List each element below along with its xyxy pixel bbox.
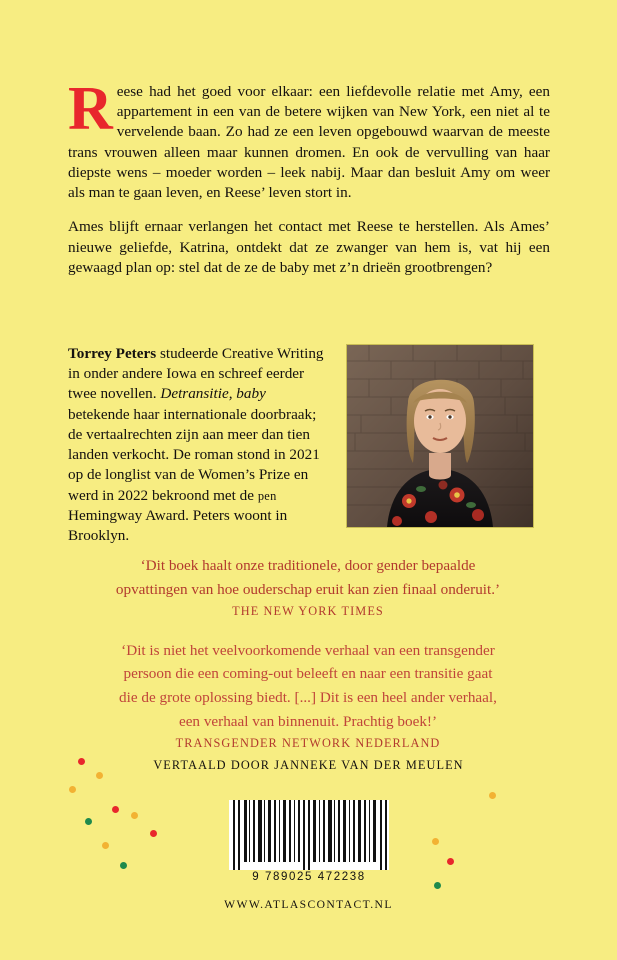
barcode-number: 9 789025 472238 [252, 871, 366, 883]
author-bio [68, 344, 328, 546]
quote-2-source: TRANSGENDER NETWORK NEDERLAND [175, 735, 441, 750]
publisher-website: WWW.ATLASCONTACT.NL [224, 898, 393, 911]
author-name: Torrey Peters [68, 345, 157, 362]
pen-label: pen [257, 488, 277, 503]
quote-1-line-2: opvattingen van hoe ouderschap eruit kan zien finaal onderuit.’ [115, 580, 501, 598]
quote-block-2 [58, 641, 558, 751]
author-portrait-image [347, 345, 533, 527]
quote-2-line-4: een verhaal van binnenuit. Prachtig boek!’ [178, 712, 438, 730]
quote-2-line-3: die de grote oplossing biedt. [...] Dit is een heel ander verhaal, [119, 689, 497, 706]
bio-text-part-1: studeerde Creative Writing in onder andere Iowa en schreef eerder twee novellen. [68, 345, 324, 403]
bio-text-part-2: betekende haar internationale doorbraak; de vertaalrechten zijn aan meer dan tien landen verkocht. De roman stond in 2021 op de longlist van de Women’s Prize en werd in 2022 bekroond met de [68, 405, 320, 504]
quote-1-line-1: ‘Dit boek haalt onze traditionele, door gender bepaalde [140, 557, 476, 574]
barcode [229, 800, 389, 883]
barcode-bars [229, 800, 389, 870]
quote-1-source: THE NEW YORK TIMES [232, 603, 384, 618]
blurb-paragraph-1-text: eese had het goed voor elkaar: een liefdevolle relatie met Amy, een appartement in een van de betere wijken van New York, een niet al te vervelende baan. Zo had ze een leven opgebouwd waarvan de meeste trans vrouwen alleen maar kunnen dromen. En ook de vervulling van haar diepste wens – moeder worden – leek nabij. Maar dan besluit Amy om weer als man te gaan leven, en Reese’ leven stort in. [68, 83, 550, 202]
translator-credit: VERTAALD DOOR JANNEKE VAN DER MEULEN [153, 758, 464, 772]
drop-cap: R [68, 75, 113, 143]
review-quotes [58, 556, 558, 773]
bio-text-part-3: Hemingway Award. Peters woont in Brooklyn. [68, 506, 288, 544]
blurb [68, 75, 550, 292]
quote-2-line-2: persoon die een coming-out beleeft en naar een transitie gaat [123, 665, 493, 683]
author-section [68, 344, 550, 546]
quote-2-line-1: ‘Dit is niet het veelvoorkomende verhaal van een transgender [121, 641, 495, 659]
blurb-paragraph-2: Ames blijft ernaar verlangen het contact met Reese te herstellen. Als Ames’ nieuwe geliefde, Katrina, ontdekt dat ze zwanger van hem is, vat hij een gewaagd plan op: stel dat de ze de baby met z’n drieën grootbrengen? [68, 218, 550, 276]
book-title: Detransitie, baby [160, 385, 266, 403]
quote-block-1 [58, 556, 558, 619]
author-photo [346, 344, 534, 528]
blurb-paragraph-1 [68, 75, 550, 203]
